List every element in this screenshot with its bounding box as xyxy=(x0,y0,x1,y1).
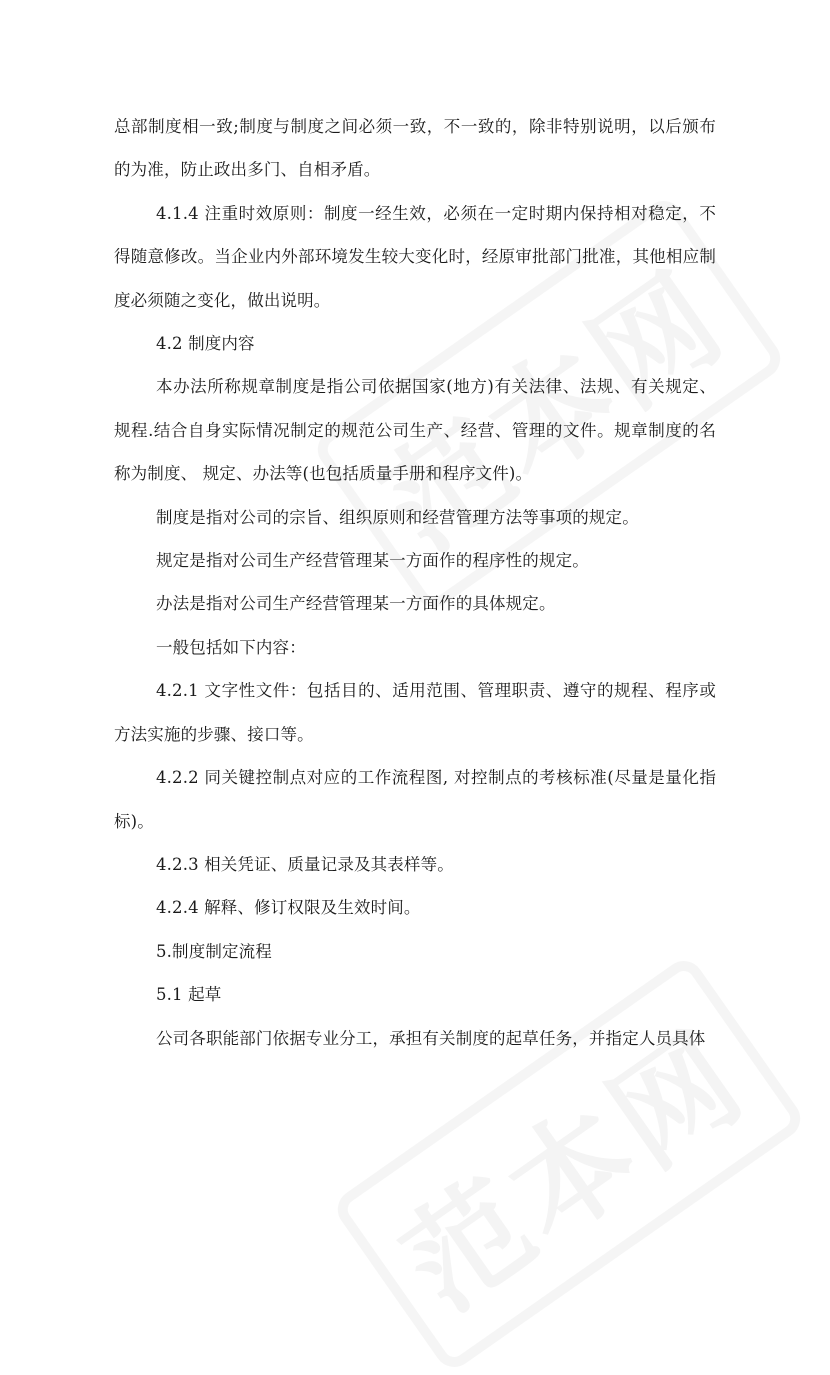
paragraph-4-2-3: 4.2.3 相关凭证、质量记录及其表样等。 xyxy=(156,854,454,874)
paragraph-continuation: 总部制度相一致;制度与制度之间必须一致，不一致的，除非特别说明，以后颁布的为准，防止政出多门、自相矛盾。 xyxy=(114,117,716,180)
paragraph-content-intro: 一般包括如下内容： xyxy=(156,637,306,657)
paragraph-definition: 本办法所称规章制度是指公司依据国家(地方)有关法律、法规、有关规定、规程.结合自身实际情况制定的规范公司生产、经营、管理的文件。规章制度的名称为制度、 规定、办法等(也包括质量手册和程序文件)。 xyxy=(114,377,716,484)
paragraph-banfa: 办法是指对公司生产经营管理某一方面作的具体规定。 xyxy=(156,594,556,614)
document-body xyxy=(114,105,716,1060)
paragraph-drafting: 公司各职能部门依据专业分工，承担有关制度的起草任务，并指定人员具体 xyxy=(156,1028,706,1048)
paragraph-4-1-4: 4.1.4 注重时效原则：制度一经生效，必须在一定时期内保持相对稳定，不得随意修改。当企业内外部环境发生较大变化时，经原审批部门批准，其他相应制度必须随之变化，做出说明。 xyxy=(114,203,716,310)
paragraph-4-2-4: 4.2.4 解释、修订权限及生效时间。 xyxy=(156,898,421,918)
paragraph-zhidu: 制度是指对公司的宗旨、组织原则和经营管理方法等事项的规定。 xyxy=(156,507,639,527)
paragraph-4-2-2: 4.2.2 同关键控制点对应的工作流程图, 对控制点的考核标准(尽量是量化指标)。 xyxy=(114,768,716,831)
paragraph-guiding: 规定是指对公司生产经营管理某一方面作的程序性的规定。 xyxy=(156,551,589,571)
paragraph-4-2-1: 4.2.1 文字性文件：包括目的、适用范围、管理职责、遵守的规程、程序或方法实施的步骤、接口等。 xyxy=(114,681,716,744)
heading-5: 5.制度制定流程 xyxy=(156,941,272,961)
heading-4-2: 4.2 制度内容 xyxy=(156,334,255,354)
heading-5-1: 5.1 起草 xyxy=(156,985,222,1005)
